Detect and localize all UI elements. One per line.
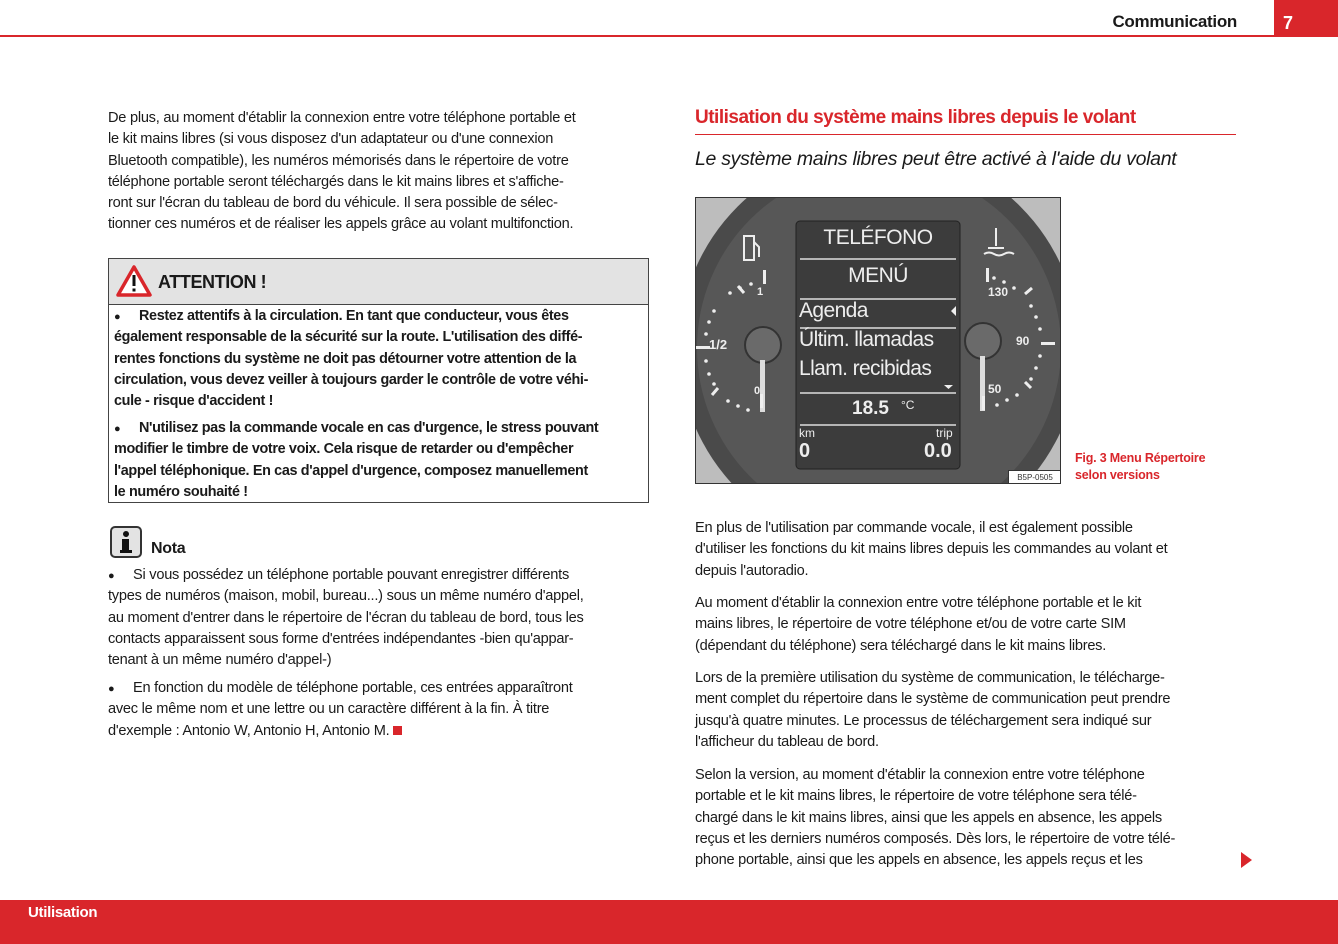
trip-label: trip <box>936 426 953 440</box>
line-text: En fonction du modèle de téléphone portable, ces entrées apparaîtront <box>133 680 573 696</box>
text-line <box>695 539 1167 560</box>
paragraph-2 <box>695 593 1141 657</box>
line-text: circulation, vous devez veiller à toujours garder le contrôle de votre véhi- <box>114 371 589 388</box>
section-heading: Utilisation du système mains libres depuis le volant <box>695 107 1236 135</box>
text-line <box>695 711 1170 732</box>
temp-label-50: 50 <box>988 382 1002 396</box>
text-line <box>114 482 598 503</box>
text-line <box>114 370 588 391</box>
text-line <box>108 172 576 193</box>
temp-label-90: 90 <box>1016 334 1030 348</box>
paragraph-1 <box>695 518 1167 582</box>
note-bullet-1 <box>108 565 584 671</box>
line-text: mains libres, le répertoire de votre téléphone et/ou de votre carte SIM <box>695 616 1126 633</box>
text-line <box>108 608 584 629</box>
line-text: N'utilisez pas la commande vocale en cas d'urgence, le stress pouvant <box>139 420 599 436</box>
note-title: Nota <box>151 540 186 557</box>
line-text: Si vous possédez un téléphone portable pouvant enregistrer différents <box>133 567 569 583</box>
header-rule <box>0 35 1274 37</box>
intro-paragraph <box>108 108 576 236</box>
line-text: Bluetooth compatible), les numéros mémorisés dans le répertoire de votre <box>108 152 569 169</box>
text-line <box>695 732 1170 753</box>
text-line <box>695 850 1175 871</box>
text-line <box>695 593 1141 614</box>
figure-code: B5P-0505 <box>1008 470 1061 484</box>
line-text: Au moment d'établir la connexion entre votre téléphone portable et le kit <box>695 595 1142 611</box>
warning-triangle-icon <box>115 264 153 298</box>
text-line <box>695 689 1170 710</box>
text-line <box>108 699 573 720</box>
fuel-gauge-hub <box>745 327 781 363</box>
line-text: reçus et les derniers numéros composés. Dès lors, le répertoire de votre télé- <box>695 830 1176 847</box>
note-bullet-2 <box>108 678 573 742</box>
line-text: le kit mains libres (si vous disposez d'un adaptateur ou d'une connexion <box>108 131 554 148</box>
text-line <box>695 614 1141 635</box>
temp-label-130: 130 <box>988 285 1009 299</box>
line-text: Selon la version, au moment d'établir la connexion entre votre téléphone <box>695 767 1145 783</box>
text-line <box>108 586 584 607</box>
text-line <box>695 636 1141 657</box>
text-line <box>114 418 598 439</box>
line-text: téléphone portable seront téléchargés dans le kit mains libres et s'affiche- <box>108 173 564 190</box>
line-text: Restez attentifs à la circulation. En tant que conducteur, vous êtes <box>139 308 569 324</box>
line-text: jusqu'à quatre minutes. Le processus de téléchargement sera indiqué sur <box>695 712 1152 729</box>
display-menu-label: MENÚ <box>848 264 908 287</box>
bullet-icon: ● <box>114 423 121 435</box>
caption-line: selon versions <box>1075 468 1160 482</box>
text-line <box>108 193 576 214</box>
warning-bullet-1 <box>114 306 588 412</box>
line-text: contacts apparaissent sous forme d'entrées indépendantes -bien qu'appar- <box>108 630 574 647</box>
text-line <box>695 808 1175 829</box>
line-text: De plus, au moment d'établir la connexion entre votre téléphone portable et <box>108 110 576 126</box>
line-text: tionner ces numéros et de réaliser les appels grâce au volant multifonction. <box>108 216 574 233</box>
chapter-label: Utilisation <box>28 904 98 921</box>
km-value: 0 <box>799 440 811 462</box>
line-text: Lors de la première utilisation du système de communication, le télécharge- <box>695 670 1165 686</box>
caption-line: Fig. 3 Menu Répertoire <box>1075 451 1206 465</box>
text-line <box>108 629 584 650</box>
text-line <box>108 721 573 742</box>
footer-bar <box>0 900 1338 944</box>
line-text: En plus de l'utilisation par commande vocale, il est également possible <box>695 520 1133 536</box>
text-line <box>108 678 573 699</box>
fuel-label-half: 1/2 <box>709 337 728 352</box>
line-text: d'exemple : Antonio W, Antonio H, Antonio M. <box>108 722 390 739</box>
text-line <box>695 518 1167 539</box>
menu-item-last-calls: Últim. llamadas <box>799 328 934 351</box>
line-text: types de numéros (maison, mobil, bureau...) sous un même numéro d'appel, <box>108 588 584 605</box>
menu-item-received-calls: Llam. recibidas <box>799 357 932 380</box>
info-icon <box>110 526 142 558</box>
text-line <box>114 349 588 370</box>
bullet-icon: ● <box>114 311 121 323</box>
line-text: l'appel téléphonique. En cas d'appel d'urgence, composez manuellement <box>114 462 588 479</box>
warning-bullet-2 <box>114 418 598 503</box>
text-line <box>108 650 584 671</box>
bullet-icon: ● <box>108 570 115 582</box>
text-line <box>108 108 576 129</box>
text-line <box>108 565 584 586</box>
trip-value: 0.0 <box>924 440 952 462</box>
line-text: phone portable, ainsi que les appels en absence, les appels reçus et les <box>695 852 1143 869</box>
paragraph-4 <box>695 765 1175 871</box>
line-text: ment complet du répertoire dans le système de communication peut prendre <box>695 691 1171 708</box>
text-line <box>114 439 598 460</box>
line-text: le numéro souhaité ! <box>114 483 248 500</box>
warning-header <box>109 259 648 305</box>
warning-box <box>108 258 649 503</box>
text-line <box>695 765 1175 786</box>
text-line <box>695 668 1170 689</box>
text-line <box>114 391 588 412</box>
warning-title: ATTENTION ! <box>158 272 267 292</box>
line-text: chargé dans le kit mains libres, ainsi que les appels en absence, les appels <box>695 809 1162 826</box>
text-line <box>114 306 588 327</box>
fuel-label-full: 1 <box>757 286 764 298</box>
line-text: tenant à un même numéro d'appel-) <box>108 652 332 669</box>
menu-item-agenda: Agenda <box>799 299 868 322</box>
text-line <box>695 786 1175 807</box>
text-line <box>695 829 1175 850</box>
text-line <box>108 129 576 150</box>
text-line <box>108 151 576 172</box>
bullet-icon: ● <box>108 683 115 695</box>
line-text: cule - risque d'accident ! <box>114 393 274 410</box>
end-of-section-icon <box>393 726 402 735</box>
text-line <box>695 561 1167 582</box>
fuel-label-empty: 0 <box>754 385 761 397</box>
line-text: au moment d'entrer dans le répertoire de l'écran du tableau de bord, tous les <box>108 609 584 626</box>
figure-caption <box>1075 450 1205 484</box>
line-text: modifier le timbre de votre voix. Cela risque de retarder ou d'empêcher <box>114 441 574 458</box>
display-temperature: 18.5 <box>852 398 889 419</box>
line-text: également responsable de la sécurité sur la route. L'utilisation des diffé- <box>114 329 583 346</box>
temp-gauge-hub <box>965 323 1001 359</box>
display-title: TELÉFONO <box>823 226 933 249</box>
text-line <box>114 327 588 348</box>
line-text: rentes fonctions du système ne doit pas détourner votre attention de la <box>114 350 577 367</box>
line-text: depuis l'autoradio. <box>695 562 809 579</box>
paragraph-3 <box>695 668 1170 753</box>
section-title: Communication <box>1112 12 1237 31</box>
line-text: d'utiliser les fonctions du kit mains libres depuis les commandes au volant et <box>695 541 1168 558</box>
display-temp-unit: °C <box>901 398 915 412</box>
section-subtitle: Le système mains libres peut être activé à l'aide du volant <box>695 148 1177 170</box>
continue-arrow-icon <box>1241 852 1252 868</box>
line-text: ront sur l'écran du tableau de bord du véhicule. Il sera possible de sélec- <box>108 195 558 212</box>
text-line <box>114 461 598 482</box>
figure-instrument-cluster <box>695 197 1061 484</box>
text-line <box>108 214 576 235</box>
page-number: 7 <box>1274 0 1338 37</box>
line-text: avec le même nom et une lettre ou un caractère différent à la fin. À titre <box>108 701 550 718</box>
line-text: (dépendant du téléphone) sera téléchargé dans le kit mains libres. <box>695 637 1107 654</box>
line-text: l'afficheur du tableau de bord. <box>695 733 879 750</box>
line-text: portable et le kit mains libres, le répertoire de votre téléphone sera télé- <box>695 788 1137 805</box>
km-label: km <box>799 426 815 440</box>
